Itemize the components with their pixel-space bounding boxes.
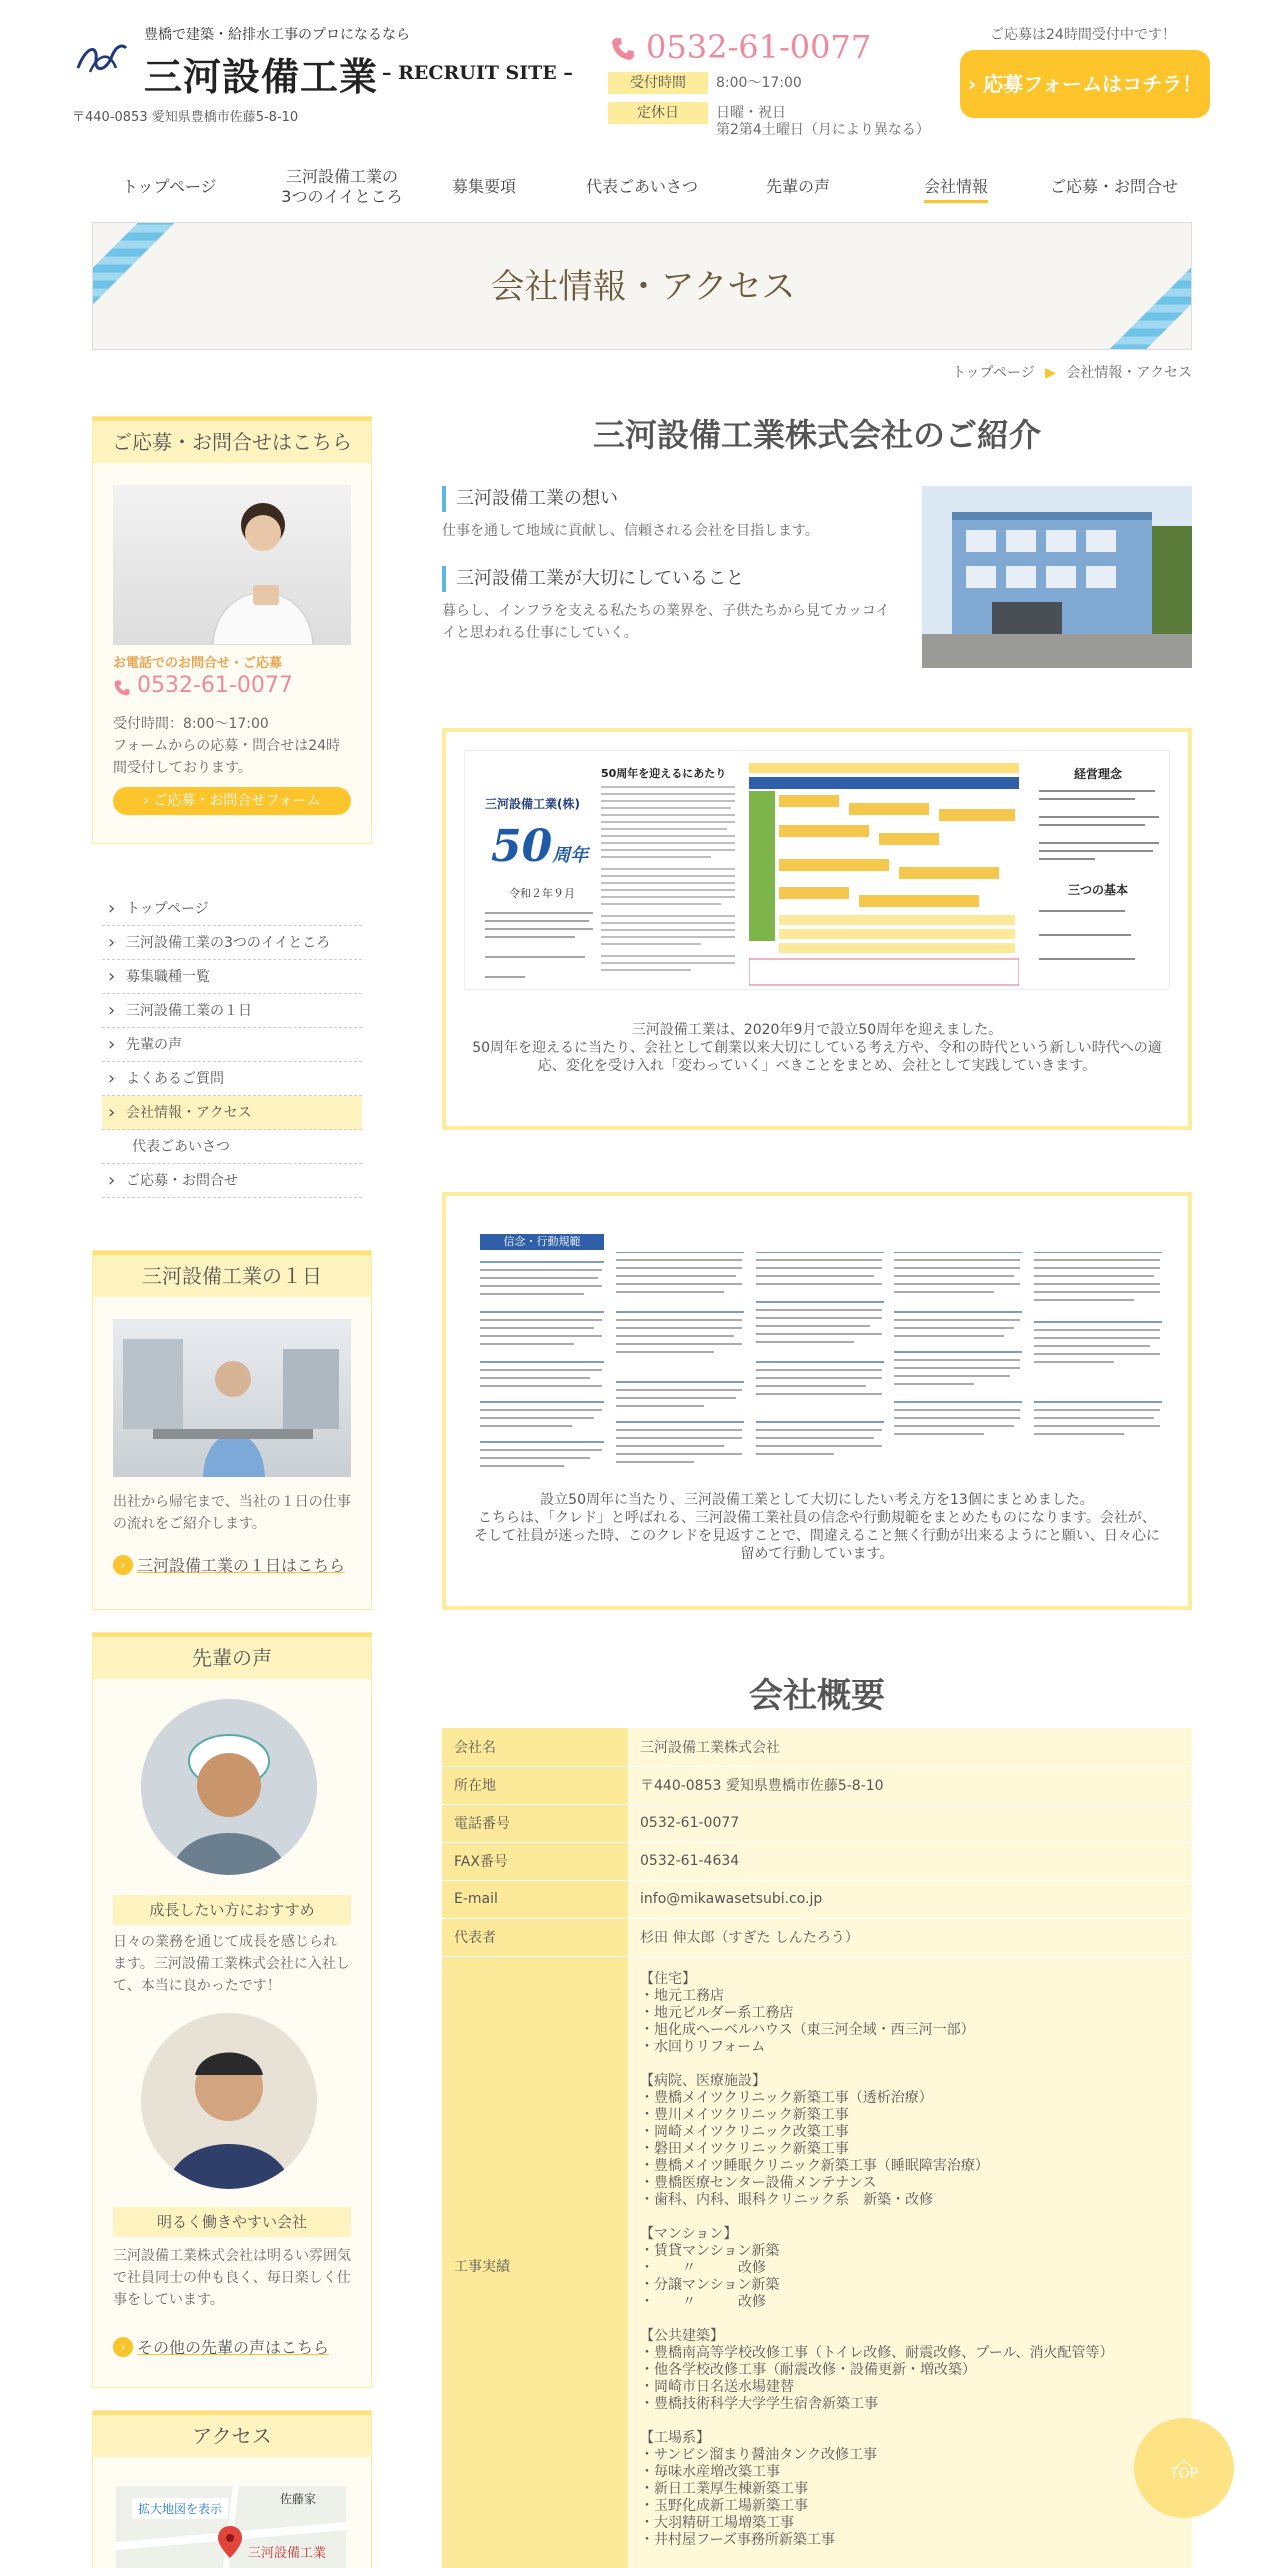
senior-2-photo <box>141 2013 317 2189</box>
phone-icon <box>113 679 131 697</box>
doc-50: 50 <box>491 821 553 872</box>
doc-heading: 50周年を迎えるにあたり <box>601 767 727 780</box>
overview-value: 三河設備工業株式会社 <box>628 1728 1192 1766</box>
overview-key: 会社名 <box>442 1728 628 1766</box>
senior-1-caption: 成長したい方におすすめ <box>113 1895 351 1925</box>
sidebar-day-box <box>92 1250 372 1610</box>
company-building-photo <box>922 486 1192 668</box>
anniversary-caption-3: 応、変化を受け入れ「変わっていく」べきことをまとめ、会社として実践していきます。 <box>537 1058 1097 1074</box>
doc-company: 三河設備工業(株) <box>485 797 580 811</box>
works-line: ・豊川メイツクリニック新築工事 <box>640 2106 849 2123</box>
overview-value: 杉田 伸太郎（すぎた しんたろう） <box>628 1918 1192 1956</box>
nav-item-voices[interactable]: 先輩の声 <box>766 177 831 196</box>
arrow-circle-icon: › <box>113 1555 133 1575</box>
works-line: ・ 〃 改修 <box>640 2259 766 2276</box>
sidebar-voices-box <box>92 1632 372 2388</box>
overview-key: 電話番号 <box>442 1804 628 1842</box>
staff-phone-photo <box>113 485 351 645</box>
values-text-1: 暮らし、インフラを支える私たちの業界を、子供たちから見てカッコイ <box>442 603 890 619</box>
works-line: 【公共建築】 <box>640 2327 724 2344</box>
works-line: 【工場系】 <box>640 2429 710 2446</box>
phone-icon <box>610 36 636 62</box>
credo-caption-2: こちらは、「クレド」と呼ばれる、三河設備工業社員の信念や行動規範をまとめたものになります。会社が、 <box>478 1510 1156 1526</box>
hours-label: 受付時間 <box>608 72 708 94</box>
sidebar-item-contact[interactable]: › ご応募・お問合せ <box>102 1164 362 1198</box>
section-heading-values: 三河設備工業が大切にしていること <box>442 566 744 592</box>
works-line: ・岡崎メイツクリニック改築工事 <box>640 2123 849 2140</box>
sidebar-form-note-2: 間受付しております。 <box>113 760 252 776</box>
works-line: ・大羽精研工場増築工事 <box>640 2514 794 2531</box>
nav-item-merits-1[interactable]: 三河設備工業の <box>285 167 398 186</box>
credo-caption-1: 設立50周年に当たり、三河設備工業として大切にしたい考え方を13個にまとめました。 <box>540 1492 1094 1508</box>
overview-key: E-mail <box>442 1880 628 1918</box>
site-logo-sub: – RECRUIT SITE – <box>382 62 573 84</box>
doc-rinen: 経営理念 <box>1073 767 1122 781</box>
overview-key: 工事実績 <box>442 1956 628 2568</box>
nav-item-company[interactable]: 会社情報 <box>924 177 988 203</box>
company-overview-table <box>442 1728 1192 2568</box>
apply-form-button[interactable]: › 応募フォームはコチラ！ <box>960 50 1210 118</box>
breadcrumb-home[interactable]: トップページ <box>951 365 1035 381</box>
sidebar-item-voices[interactable]: › 先輩の声 <box>102 1028 362 1062</box>
map-pin-label: 三河設備工業 <box>248 2546 327 2561</box>
works-line: ・歯科、内科、眼科クリニック系 新築・改修 <box>640 2191 934 2208</box>
overview-value: 〒440-0853 愛知県豊橋市佐藤5-8-10 <box>628 1766 1192 1804</box>
senior-2-text-3: 事をしています。 <box>113 2292 224 2308</box>
sidebar-menu <box>102 892 362 1198</box>
table-row <box>442 1842 1192 1880</box>
nav-item-top[interactable]: トップページ <box>122 177 217 196</box>
overview-value: 0532-61-4634 <box>628 1842 1192 1880</box>
works-line: ・ 〃 改修 <box>640 2293 766 2310</box>
doc-timeline-chart <box>749 763 1019 987</box>
works-line: ・豊橋メイツクリニック新築工事（透析治療） <box>640 2089 933 2106</box>
site-tagline: 豊橋で建築・給排水工事のプロになるなら <box>144 27 410 43</box>
works-line: ・豊橋技術科学大学学生宿舎新築工事 <box>640 2395 878 2412</box>
sidebar-contact-title: ご応募・お問合せはこちら <box>93 417 371 463</box>
breadcrumb-separator-icon: ▶ <box>1045 365 1056 381</box>
office-worker-photo <box>113 1319 351 1477</box>
sidebar-item-faq[interactable]: › よくあるご質問 <box>102 1062 362 1096</box>
anniversary-caption-2: 50周年を迎えるに当たり、会社として創業以来大切にしている考え方や、令和の時代という新しい時代への適 <box>472 1040 1162 1056</box>
works-line: ・磐田メイツクリニック新築工事 <box>640 2140 849 2157</box>
works-line: ・豊橋メイツ睡眠クリニック新築工事（睡眠障害治療） <box>640 2157 989 2174</box>
works-line: ・玉野化成新工場新築工事 <box>640 2497 808 2514</box>
values-text-2: イと思われる仕事にしていく。 <box>442 625 638 641</box>
table-row <box>442 1956 1192 2568</box>
sidebar-contact-box <box>92 416 372 844</box>
sidebar-voices-title: 先輩の声 <box>93 1633 371 1679</box>
senior-1-text-3: て、本当に良かったです！ <box>113 1978 281 1994</box>
overview-heading: 会社概要 <box>749 1676 885 1716</box>
table-row <box>442 1766 1192 1804</box>
sidebar-item-top[interactable]: › トップページ <box>102 892 362 926</box>
works-line: ・水回りリフォーム <box>640 2038 766 2055</box>
doc-body-lines <box>601 783 737 983</box>
section-heading-philosophy: 三河設備工業の想い <box>442 486 618 512</box>
site-logo-name[interactable]: 三河設備工業 <box>144 54 379 99</box>
phone-contact-note: お電話でのお問合せ・ご応募 <box>113 656 283 671</box>
works-list <box>628 1956 1192 2568</box>
works-line: ・地元ビルダー系工務店 <box>640 2004 794 2021</box>
doc-rinen-lines <box>1035 783 1163 873</box>
sidebar-item-jobs[interactable]: › 募集職種一覧 <box>102 960 362 994</box>
back-to-top-button[interactable] <box>1134 2418 1234 2518</box>
works-line: ・地元工務店 <box>640 1987 724 2004</box>
doc-50-number <box>491 821 588 872</box>
breadcrumb-current: 会社情報・アクセス <box>1066 365 1192 381</box>
senior-2-caption: 明るく働きやすい会社 <box>113 2207 351 2237</box>
works-line: ・新日工業厚生棟新築工事 <box>640 2480 808 2497</box>
sidebar-hours: 受付時間：8:00～17:00 <box>113 716 269 732</box>
hours-value: 8:00～17:00 <box>716 75 802 91</box>
table-row <box>442 1880 1192 1918</box>
sidebar-day-text-1: 出社から帰宅まで、当社の１日の仕事 <box>113 1494 351 1510</box>
sidebar-item-greeting[interactable]: 代表ごあいさつ <box>102 1130 362 1164</box>
intro-heading: 三河設備工業株式会社のご紹介 <box>592 416 1041 454</box>
holiday-value-2: 第2第4土曜日（月により異なる） <box>716 122 930 138</box>
page-title-banner <box>92 222 1192 350</box>
credo-doc-head: 信念・行動規範 <box>480 1234 604 1250</box>
header-tel[interactable]: 0532-61-0077 <box>646 28 872 66</box>
credo-caption-3: そして社員が迷った時、このクレドを見返すことで、間違えること無く行動が出来るようにと願い、日々心に <box>474 1528 1160 1544</box>
works-line: ・豊橋南高等学校改修工事（トイレ改修、耐震改修、プール、消火配管等） <box>640 2344 1114 2361</box>
works-line: ・岡崎市日名送水場建替 <box>640 2378 794 2395</box>
arrow-circle-icon: › <box>113 2337 133 2357</box>
anniversary-document-image <box>464 750 1170 990</box>
access-map[interactable] <box>116 2486 346 2568</box>
holiday-label: 定休日 <box>608 102 708 124</box>
works-line: ・賃貸マンション新築 <box>640 2242 780 2259</box>
philosophy-text: 仕事を通して地域に貢献し、信頼される会社を目指します。 <box>442 523 819 539</box>
back-to-top-label: TOP <box>1169 2466 1198 2482</box>
holiday-value-1: 日曜・祝日 <box>716 105 786 121</box>
works-line <box>640 2056 1180 2073</box>
table-row <box>442 1804 1192 1842</box>
global-nav <box>92 165 1192 215</box>
nav-item-recruit[interactable]: 募集要項 <box>452 177 517 196</box>
works-line <box>640 2311 1180 2328</box>
works-line: ・豊橋医療センター設備メンテナンス <box>640 2174 877 2191</box>
senior-2-text-1: 三河設備工業株式会社は明るい雰囲気 <box>113 2248 351 2264</box>
doc-text-lines <box>485 907 595 987</box>
breadcrumb <box>952 362 1192 382</box>
sidebar-tel[interactable]: 0532-61-0077 <box>137 673 293 698</box>
credo-caption-4: 留めて行動しています。 <box>740 1546 894 1562</box>
sidebar-day-link[interactable]: 三河設備工業の１日はこちら <box>137 1556 346 1575</box>
overview-key: 所在地 <box>442 1766 628 1804</box>
nav-item-merits-2[interactable]: 3つのイイところ <box>281 187 403 206</box>
credo-document-image <box>474 1230 1164 1480</box>
works-line: 【病院、医療施設】 <box>640 2072 766 2089</box>
works-line: ・分譲マンション新築 <box>640 2276 780 2293</box>
overview-value[interactable]: info@mikawasetsubi.co.jp <box>628 1880 1192 1918</box>
works-line: ・旭化成ヘーベルハウス（東三河全域・西三河一部） <box>640 2021 975 2038</box>
works-line <box>640 2413 1180 2430</box>
sidebar-day-title: 三河設備工業の１日 <box>93 1251 371 1297</box>
works-line <box>640 2209 1180 2226</box>
senior-2-text-2: で社員同士の仲も良く、毎日楽しく仕 <box>113 2270 351 2286</box>
accept-note: ご応募は24時間受付中です！ <box>990 27 1176 43</box>
chevron-up-icon: ︿ <box>1175 2450 1193 2471</box>
credo-figure <box>442 1192 1192 1610</box>
map-enlarge-button[interactable]: 拡大地図を表示 <box>132 2498 228 2519</box>
page-title: 会社情報・アクセス <box>490 267 796 307</box>
sidebar-access-title: アクセス <box>93 2411 371 2457</box>
works-line: ・毎味水産増改築工事 <box>640 2463 780 2480</box>
doc-50-suffix: 周年 <box>552 845 589 866</box>
doc-kihon-lines <box>1035 901 1163 981</box>
credo-columns <box>474 1252 1164 1478</box>
senior-1-text-2: ます。三河設備工業株式会社に入社し <box>113 1956 350 1972</box>
sidebar-item-day[interactable]: › 三河設備工業の１日 <box>102 994 362 1028</box>
overview-value[interactable]: 0532-61-0077 <box>628 1804 1192 1842</box>
works-line: ・井村屋フーズ事務所新築工事 <box>640 2531 835 2548</box>
anniversary-caption-1: 三河設備工業は、2020年9月で設立50周年を迎えました。 <box>631 1022 1003 1038</box>
nav-item-contact[interactable]: ご応募・お問合せ <box>1050 177 1179 196</box>
table-row <box>442 1918 1192 1956</box>
site-header <box>0 0 1284 160</box>
logo-mark-icon[interactable] <box>72 38 130 78</box>
sidebar-item-company[interactable]: › 会社情報・アクセス <box>102 1096 362 1130</box>
senior-1-text-1: 日々の業務を通じて成長を感じられ <box>113 1934 337 1950</box>
contact-form-button[interactable]: › ご応募・お問合せフォーム <box>113 787 351 815</box>
sidebar-day-text-2: の流れをご紹介します。 <box>113 1516 266 1532</box>
senior-1-photo <box>141 1699 317 1875</box>
sidebar-item-merits[interactable]: › 三河設備工業の3つのイイところ <box>102 926 362 960</box>
header-address: 〒440-0853 愛知県豊橋市佐藤5-8-10 <box>72 110 299 125</box>
map-place-label: 佐藤家 <box>280 2492 317 2506</box>
overview-key: FAX番号 <box>442 1842 628 1880</box>
works-line: ・サンビシ溜まり醤油タンク改修工事 <box>640 2446 878 2463</box>
table-row <box>442 1728 1192 1766</box>
works-line: 【住宅】 <box>640 1970 696 1987</box>
works-line: 【マンション】 <box>640 2225 738 2242</box>
works-line: ・他各学校改修工事（耐震改修・設備更新・増改築） <box>640 2361 976 2378</box>
anniversary-figure <box>442 728 1192 1130</box>
doc-date: 令和２年９月 <box>509 887 575 900</box>
overview-key: 代表者 <box>442 1918 628 1956</box>
sidebar-voices-link[interactable]: その他の先輩の声はこちら <box>137 2338 330 2357</box>
doc-kihon: 三つの基本 <box>1067 883 1128 897</box>
sidebar-form-note: フォームからの応募・問合せは24時 <box>113 738 341 754</box>
nav-item-greeting[interactable]: 代表ごあいさつ <box>586 177 699 196</box>
